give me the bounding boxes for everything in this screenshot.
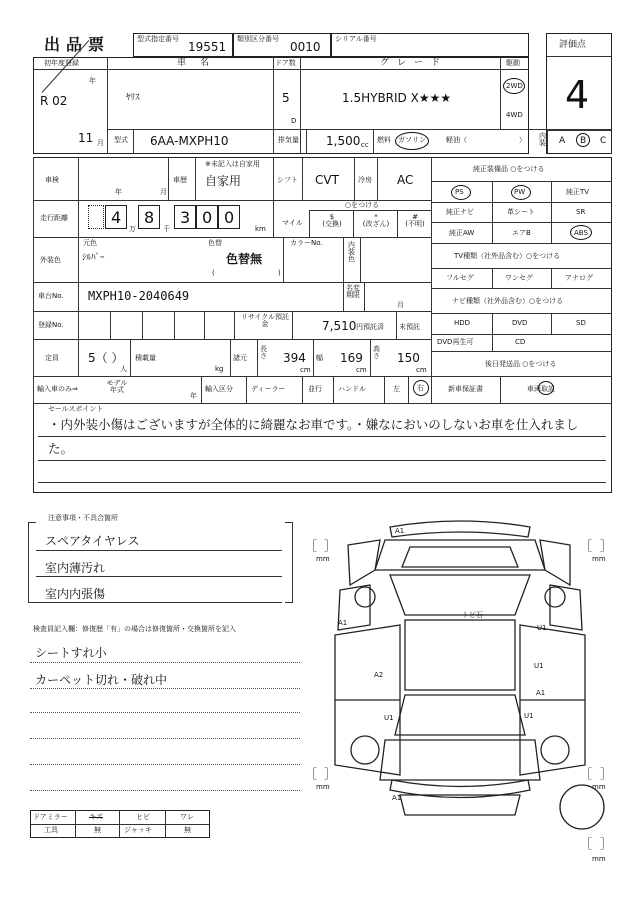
category: 0010 [290,40,321,54]
km-unit: km [255,225,266,233]
legend-crack: ヒビ [136,813,150,821]
inspector-label: 検査員記入欄：修復歴「有」の場合は修復箇所・交換箇所を記入 [33,625,236,633]
category-label: 類別区分番号 [237,35,279,43]
legend-scratch: キズ [89,813,103,821]
interior-a: A [559,136,566,146]
car-name-label: 車名 [177,58,224,68]
mark-10: A1 [392,794,402,802]
interior-color-label: 内装色 [348,241,355,263]
drive-4wd: 4WD [506,111,523,119]
recycle: 7,510 [322,319,357,333]
handle-label: ハンドル [338,385,366,393]
navi-dvd: DVD [512,319,528,327]
bracket-rr-close: ］ [600,767,613,781]
paren-open: ( [212,269,215,277]
equip-pw: PW [514,188,526,196]
dims-label: 諸元 [233,354,247,362]
replace-option-2: * (改ざん) [362,213,390,228]
model-code: 19551 [188,40,227,54]
height-unit: cm [416,366,427,374]
car-name: ﾔﾘｽ [126,93,140,103]
first-reg-era: R 02 [40,94,68,108]
mark-6: A2 [374,671,384,679]
displacement-label: 排気量 [278,136,299,144]
legend-jack: ジャッキ [124,826,152,834]
navi-title: ナビ種類（社外品含む）○をつける [452,297,564,305]
mark-5: U1 [534,662,544,670]
equip-airbag: エアB [512,229,531,237]
dealer: ディーラー [251,385,286,393]
post-title: 後日発送品 ○をつける [485,360,557,368]
door-suffix: D [291,117,297,125]
replace-option-1: $ (交換) [322,213,342,228]
length: 394 [283,351,306,365]
model-code-label: 型式指定番号 [137,35,179,43]
sales-label: セールスポイント [48,405,104,413]
interior-b: B [580,136,587,146]
mark-7: A1 [536,689,546,697]
type: 6AA-MXPH10 [150,134,229,148]
man-unit: 万 [129,225,136,233]
bracket-fr-open: ［ [580,539,593,553]
length-unit: cm [300,366,311,374]
color-no-label: カラーNo. [290,239,323,247]
displacement: 1,500 [326,134,361,148]
equip-tv: 純正TV [566,188,590,196]
interior-c: C [600,136,607,146]
reg-no-label: 登録No. [38,321,64,329]
bracket-fr-close: ］ [600,539,613,553]
mm-fl: mm [316,555,330,563]
interior-label: 内装 [539,132,546,147]
tv-full: フルセグ [446,274,474,282]
note-3: 室内内張傷 [45,587,106,601]
equip-ps: PS [455,188,464,196]
ac: AC [397,173,414,187]
width-label: 幅 [316,354,323,362]
bracket-rl-open: ［ [305,767,318,781]
handle-left: 左 [393,385,400,393]
tv-one: ワンセグ [505,274,533,282]
tv-title: TV種類（社外品含む）○をつける [454,252,561,260]
chassis: MXPH10-2040649 [88,289,190,303]
tv-analog: アナログ [565,274,593,282]
mileage-digit-5: 0 [224,208,235,227]
mark-1: A1 [395,527,405,535]
navi-hdd: HDD [454,319,471,327]
drive-label: 駆動 [506,59,520,67]
mark-8: U1 [384,714,394,722]
replace-mark: ○をつける [345,201,380,209]
car-diagram [300,515,620,865]
legend-tools-value: 無 [94,826,101,834]
mm-spare: mm [592,855,606,863]
history: 自家用 [205,174,242,188]
color: ｼﾙﾊﾞｰ [82,253,105,263]
mark-2: A1 [338,619,348,627]
equip-abs: ABS [574,229,588,237]
model-year-label: モデル年式 [106,379,128,394]
bracket-fl-open: ［ [305,539,318,553]
capacity: 5（ ） [88,351,124,365]
chassis-label: 車台No. [38,292,64,300]
nc-month-unit: 月 [397,301,404,309]
notes-label: 注意事項・不具合箇所 [48,514,118,522]
category-box [233,33,331,57]
inspection-year-unit: 年 [115,188,122,196]
recycle-unit: 円預託済 [356,323,384,331]
fuel-other: 軽油（ [446,136,467,144]
sales-line-2: た。 [48,441,74,456]
fuel-label: 燃料 [377,136,391,144]
ac-label: 冷房 [358,176,372,184]
import-type-label: 輸入区分 [205,385,233,393]
model-year-unit: 年 [190,392,197,400]
note-1: スペアタイヤレス [45,534,140,548]
history-label: 車歴 [173,176,187,184]
mileage-digit-4: 0 [202,208,213,227]
color-label: 外装色 [40,256,61,264]
import-label: 輸入車のみ⇒ [37,385,78,393]
mark-9: U1 [524,712,534,720]
recycle-status: 未預託 [399,323,420,331]
history-note: ※未記入は自家用 [205,160,260,168]
serial-box [331,33,529,57]
bracket-rr-open: ［ [580,767,593,781]
doors: 5 [282,91,290,105]
grade-label: グレード [380,58,449,68]
mileage-digit-3: 3 [180,208,191,227]
recycle-label: リサイクル預託金 [240,313,290,328]
first-reg-label: 初年度登録 [44,59,79,67]
fuel: ガソリン [398,136,426,144]
post-warranty: 新車保証書 [448,385,483,393]
bracket-fl-close: ］ [324,539,337,553]
note-2: 室内薄汚れ [45,561,106,575]
grade: 1.5HYBRID X★★★ [342,91,452,105]
model-code-box [133,33,233,57]
mm-rl: mm [316,783,330,791]
width-unit: cm [356,366,367,374]
equipment-title: 純正装備品 ○をつける [473,165,545,173]
mileage-digit-1: 4 [111,208,122,227]
legend-break: ワレ [180,813,194,821]
mark-4: U1 [537,624,547,632]
equip-aw: 純正AW [449,229,475,237]
shift: CVT [315,173,339,187]
bracket-rl-close: ］ [324,767,337,781]
inspector-2: カーペット切れ・破れ中 [35,673,168,687]
replace-option-3: # (不明) [405,213,425,228]
legend-jack-value: 無 [184,826,191,834]
navi-sd: SD [576,319,586,327]
score-value: 4 [565,73,590,117]
mile-label: マイル [282,219,303,227]
parallel: 並行 [308,385,322,393]
repaint: 色替無 [226,252,263,266]
year-unit: 年 [89,77,96,85]
name-change-label: 名変期限 [346,284,360,299]
legend-tools: 工具 [44,826,58,834]
mm-rr: mm [592,783,606,791]
sales-line-1: ・内外装小傷はございますが全体的に綺麗なお車です。・嫌なにおいのしないお車を仕入れまし [48,417,579,432]
doors-label: ドア数 [275,59,296,67]
bracket-spare-open: ［ [580,837,593,851]
mileage-digit-2: 8 [144,208,155,227]
displacement-unit: cc [361,141,369,149]
height-label: 高さ [373,345,380,360]
height: 150 [397,351,420,365]
legend-mirror: ドアミラー [33,813,68,821]
month-unit: 月 [97,139,104,147]
length-label: 長さ [260,345,267,360]
shift-label: シフト [277,176,298,184]
handle-right: 右 [417,384,424,392]
equip-navi: 純正ナビ [446,208,474,216]
color-sub: 元色 [83,239,97,247]
load-label: 積載量 [135,354,156,362]
dvd-label: DVD再生可 [437,338,474,346]
equip-sr: SR [576,208,586,216]
mileage-label: 走行距離 [40,214,68,222]
inspection-month-unit: 月 [160,188,167,196]
bracket-spare-close: ］ [600,837,613,851]
sen-unit: 千 [163,225,170,233]
cd-label: CD [515,338,526,346]
mm-fr: mm [592,555,606,563]
type-label: 型式 [114,136,128,144]
first-reg-month: 11 [78,131,94,145]
equip-leather: 革シート [507,208,535,216]
drive-2wd: 2WD [506,82,523,90]
width: 169 [340,351,363,365]
repaint-label: 色替 [208,239,222,247]
score-label: 評価点 [559,40,587,50]
paren-close: ) [278,269,281,277]
capacity-label: 定員 [45,354,59,362]
fuel-close: ） [519,136,526,144]
capacity-unit: 人 [120,365,127,373]
mark-3: トビ石 [462,611,483,619]
post-manual: 車両取説 [527,385,555,393]
serial-label: シリアル番号 [335,35,377,43]
kg-unit: kg [215,365,224,373]
inspection-label: 車検 [45,176,59,184]
sheet-title: 出品票 [44,35,111,54]
inspector-1: シートすれ小 [35,646,107,660]
